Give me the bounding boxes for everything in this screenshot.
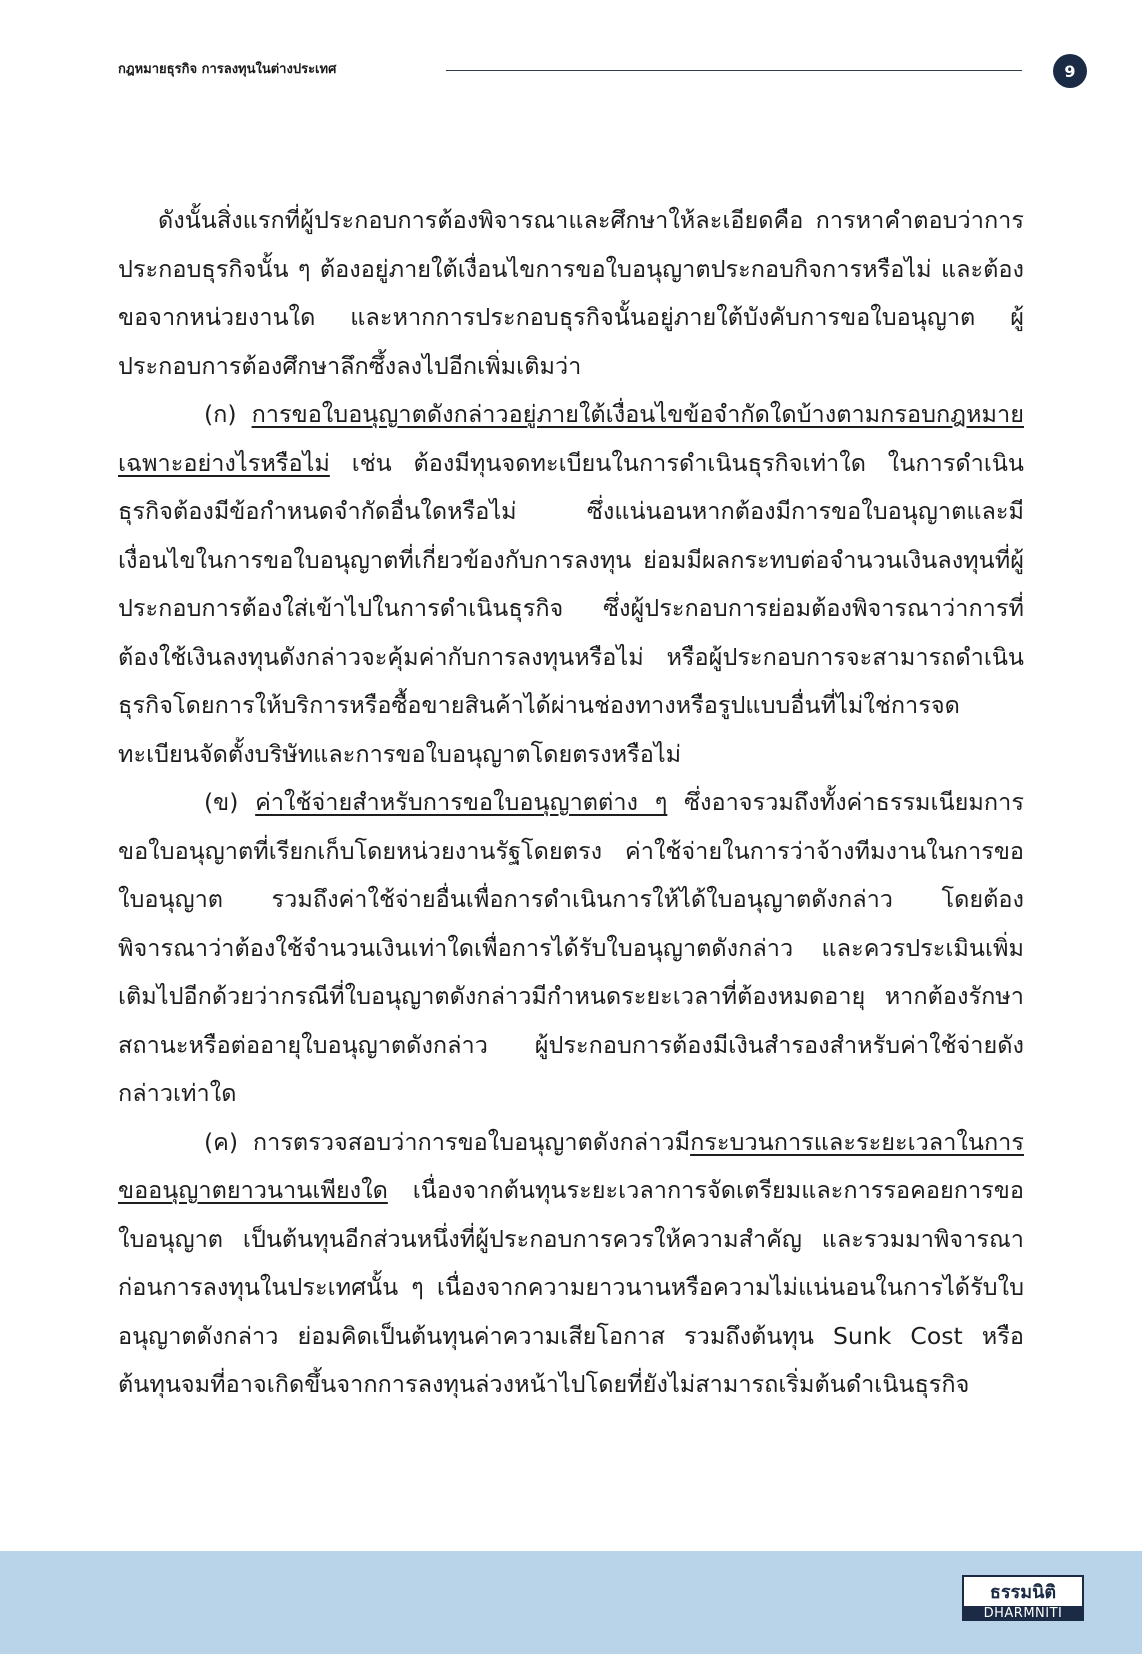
item-c-marker: (ค) <box>204 1127 239 1156</box>
body-text <box>118 196 1024 1409</box>
item-c-underlined-heading: กระบวนการและระยะเวลาในการขออนุญาตยาวนานเพียงใด <box>118 1127 1024 1204</box>
intro-paragraph: ดังนั้นสิ่งแรกที่ผู้ประกอบการต้องพิจารณาและศึกษาให้ละเอียดคือ การหาคำตอบว่าการประกอบธุรกิจนั้น ๆ ต้องอยู่ภายใต้เงื่อนไขการขอใบอนุญาตประกอบกิจการหรือไม่ และต้องขอจากหน่วยงานใด และหากการประกอบธุรกิจนั้นอยู่ภายใต้บังคับการขอใบอนุญาต ผู้ประกอบการต้องศึกษาลึกซึ้งลงไปอีกเพิ่มเติมว่า <box>118 206 1024 380</box>
item-b-paragraph <box>118 778 1024 1118</box>
dharmniti-logo <box>962 1575 1084 1621</box>
item-a-text: เช่น ต้องมีทุนจดทะเบียนในการดำเนินธุรกิจเท่าใด ในการดำเนินธุรกิจต้องมีข้อกำหนดจำกัดอื่นใดหรือไม่ ซึ่งแน่นอนหากต้องมีการขอใบอนุญาตและมีเงื่อนไขในการขอใบอนุญาตที่เกี่ยวข้องกับการลงทุน ย่อมมีผลกระทบต่อจำนวนเงินลงทุนที่ผู้ประกอบการต้องใส่เข้าไปในการดำเนินธุรกิจ ซึ่งผู้ประกอบการย่อมต้องพิจารณาว่าการที่ต้องใช้เงินลงทุนดังกล่าวจะคุ้มค่ากับการลงทุนหรือไม่ หรือผู้ประกอบการจะสามารถดำเนินธุรกิจโดยการให้บริการหรือซื้อขายสินค้าได้ผ่านช่องทางหรือรูปแบบอื่นที่ไม่ใช่การจดทะเบียนจัดตั้งบริษัทและการขอใบอนุญาตโดยตรงหรือไม่ <box>118 448 1024 768</box>
page-number-badge: 9 <box>1053 54 1087 88</box>
logo-thai-text: ธรรมนิติ <box>989 1582 1057 1603</box>
item-b-text: ซึ่งอาจรวมถึงทั้งค่าธรรมเนียมการขอใบอนุญาตที่เรียกเก็บโดยหน่วยงานรัฐโดยตรง ค่าใช้จ่ายในการว่าจ้างทีมงานในการขอใบอนุญาต รวมถึงค่าใช้จ่ายอื่นเพื่อการดำเนินการให้ได้ใบอนุญาตดังกล่าว โดยต้องพิจารณาว่าต้องใช้จำนวนเงินเท่าใดเพื่อการได้รับใบอนุญาตดังกล่าว และควรประเมินเพิ่มเติมไปอีกด้วยว่ากรณีที่ใบอนุญาตดังกล่าวมีกำหนดระยะเวลาที่ต้องหมดอายุ หากต้องรักษาสถานะหรือต่ออายุใบอนุญาตดังกล่าว ผู้ประกอบการต้องมีเงินสำรองสำหรับค่าใช้จ่ายดังกล่าวเท่าใด <box>118 788 1024 1107</box>
item-b-underlined-heading: ค่าใช้จ่ายสำหรับการขอใบอนุญาตต่าง ๆ <box>255 788 668 816</box>
item-a-paragraph <box>118 390 1024 778</box>
item-c-paragraph <box>118 1118 1024 1409</box>
logo-english-text: DHARMNITI <box>964 1606 1082 1621</box>
item-c-text: เนื่องจากต้นทุนระยะเวลาการจัดเตรียมและการรอคอยการขอใบอนุญาต เป็นต้นทุนอีกส่วนหนึ่งที่ผู้ประกอบการควรให้ความสำคัญ และรวมมาพิจารณาก่อนการลงทุนในประเทศนั้น ๆ เนื่องจากความยาวนานหรือความไม่แน่นอนในการได้รับใบอนุญาตดังกล่าว ย่อมคิดเป็นต้นทุนค่าความเสียโอกาส รวมถึงต้นทุน Sunk Cost หรือต้นทุนจมที่อาจเกิดขึ้นจากการลงทุนล่วงหน้าไปโดยที่ยังไม่สามารถเริ่มต้นดำเนินธุรกิจ <box>118 1176 1024 1398</box>
item-a-underlined-heading: การขอใบอนุญาตดังกล่าวอยู่ภายใต้เงื่อนไขข้อจำกัดใดบ้างตามกรอบกฎหมายเฉพาะอย่างไรหรือไม่ <box>118 400 1024 477</box>
header-title: กฎหมายธุรกิจ การลงทุนในต่างประเทศ <box>118 62 337 77</box>
item-c-lead: การตรวจสอบว่าการขอใบอนุญาตดังกล่าวมี <box>252 1127 691 1156</box>
header-rule <box>446 70 1022 71</box>
running-header <box>118 52 1038 88</box>
item-a-marker: (ก) <box>204 400 237 428</box>
item-b-marker: (ข) <box>204 788 239 816</box>
